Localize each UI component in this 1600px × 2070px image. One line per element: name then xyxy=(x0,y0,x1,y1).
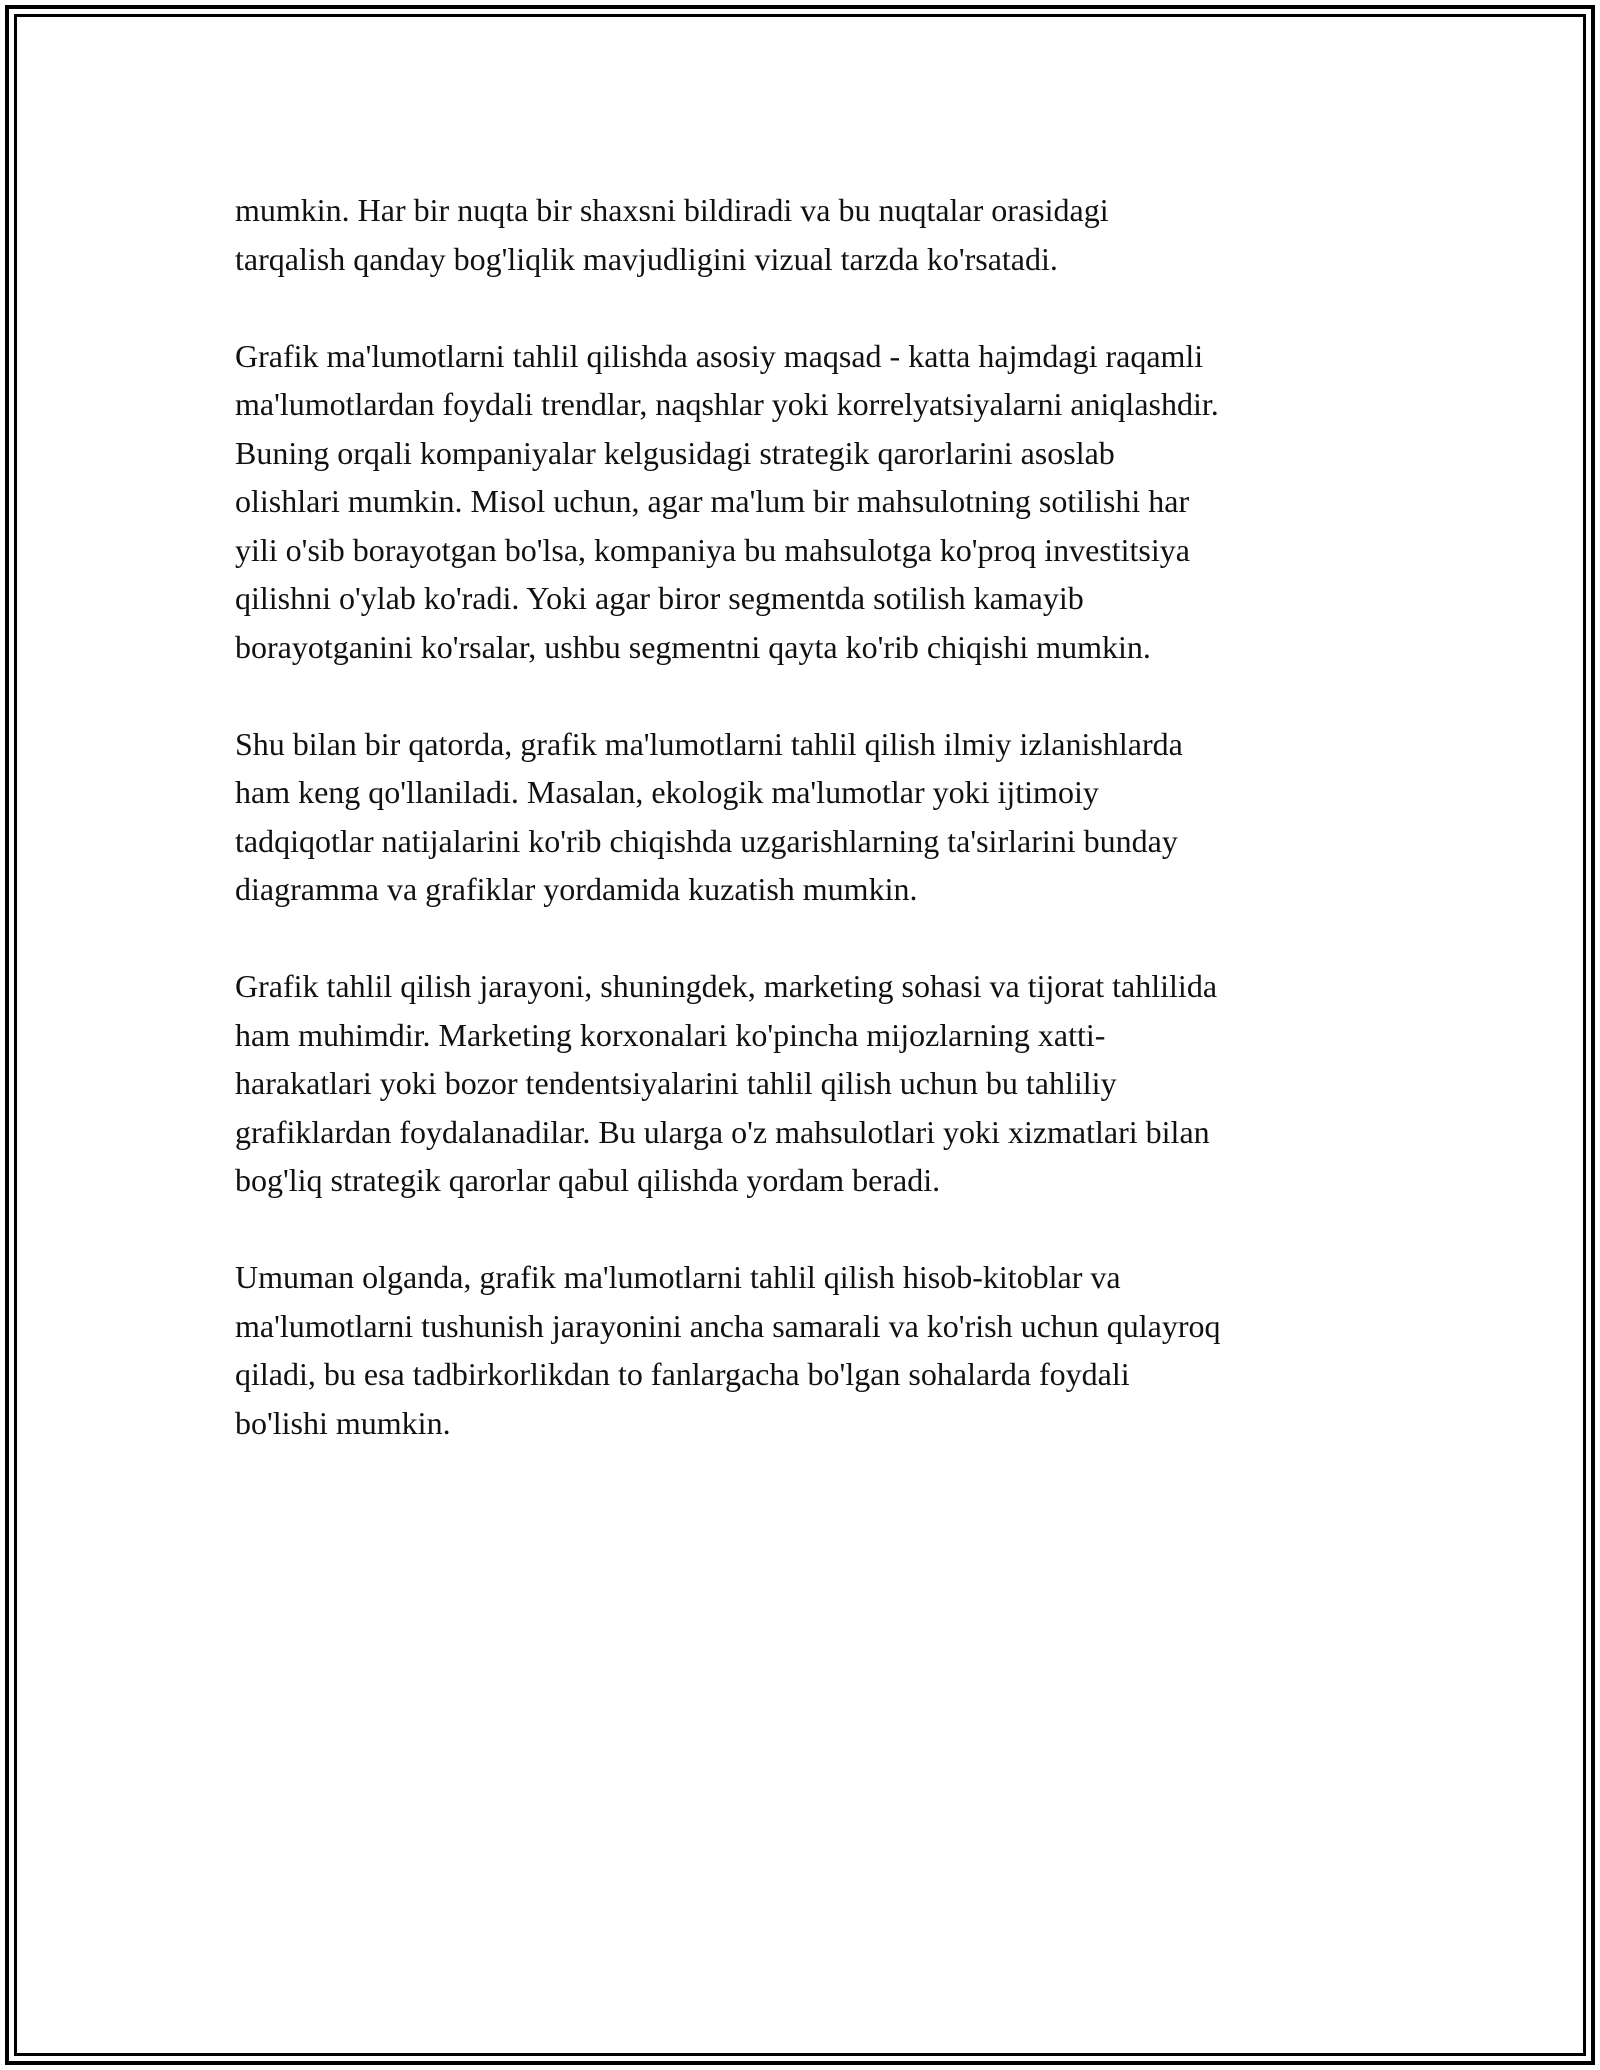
text-line: qilishni o'ylab ko'radi. Yoki agar biror segmentda sotilish kamayib xyxy=(235,580,1084,616)
text-line: diagramma va grafiklar yordamida kuzatish mumkin. xyxy=(235,871,918,907)
text-line: ham keng qo'llaniladi. Masalan, ekologik ma'lumotlar yoki ijtimoiy xyxy=(235,774,1099,810)
paragraph-5 xyxy=(235,1253,1385,1447)
text-line: bo'lishi mumkin. xyxy=(235,1404,451,1441)
text-line: Shu bilan bir qatorda, grafik ma'lumotlarni tahlil qilish ilmiy izlanishlarda xyxy=(235,725,1183,762)
text-line: Umuman olganda, grafik ma'lumotlarni tahlil qilish hisob-kitoblar va xyxy=(235,1259,1121,1295)
paragraph-3 xyxy=(235,720,1385,914)
text-line: mumkin. Har bir nuqta bir shaxsni bildiradi va bu nuqtalar orasidagi xyxy=(235,192,1109,228)
text-line: harakatlari yoki bozor tendentsiyalarini tahlil qilish uchun bu tahliliy xyxy=(235,1065,1117,1101)
text-line: ma'lumotlardan foydali trendlar, naqshlar yoki korrelyatsiyalarni aniqlashdir. xyxy=(235,386,1219,422)
text-line: grafiklardan foydalanadilar. Bu ularga o'z mahsulotlari yoki xizmatlari bilan xyxy=(235,1113,1210,1150)
paragraph-2 xyxy=(235,332,1385,672)
text-line: bog'liq strategik qarorlar qabul qilishda yordam beradi. xyxy=(235,1162,941,1198)
paragraph-1 xyxy=(235,186,1385,283)
text-line: tarqalish qanday bog'liqlik mavjudligini vizual tarzda ko'rsatadi. xyxy=(235,240,1058,277)
paragraph-4 xyxy=(235,962,1385,1205)
text-line: borayotganini ko'rsalar, ushbu segmentni qayta ko'rib chiqishi mumkin. xyxy=(235,628,1151,665)
text-line: olishlari mumkin. Misol uchun, agar ma'lum bir mahsulotning sotilishi har xyxy=(235,483,1190,519)
text-line: ham muhimdir. Marketing korxonalari ko'pincha mijozlarning xatti- xyxy=(235,1016,1106,1053)
text-line: Grafik tahlil qilish jarayoni, shuningdek, marketing sohasi va tijorat tahlilida xyxy=(235,968,1218,1004)
document-body xyxy=(235,186,1385,1496)
text-line: qiladi, bu esa tadbirkorlikdan to fanlargacha bo'lgan sohalarda foydali xyxy=(235,1356,1130,1392)
text-line: tadqiqotlar natijalarini ko'rib chiqishda uzgarishlarning ta'sirlarini bunday xyxy=(235,822,1178,859)
text-line: Buning orqali kompaniyalar kelgusidagi strategik qarorlarini asoslab xyxy=(235,434,1115,471)
text-line: Grafik ma'lumotlarni tahlil qilishda asosiy maqsad - katta hajmdagi raqamli xyxy=(235,337,1204,374)
text-line: yili o'sib borayotgan bo'lsa, kompaniya bu mahsulotga ko'proq investitsiya xyxy=(235,531,1190,568)
text-line: ma'lumotlarni tushunish jarayonini ancha samarali va ko'rish uchun qulayroq xyxy=(235,1307,1221,1344)
